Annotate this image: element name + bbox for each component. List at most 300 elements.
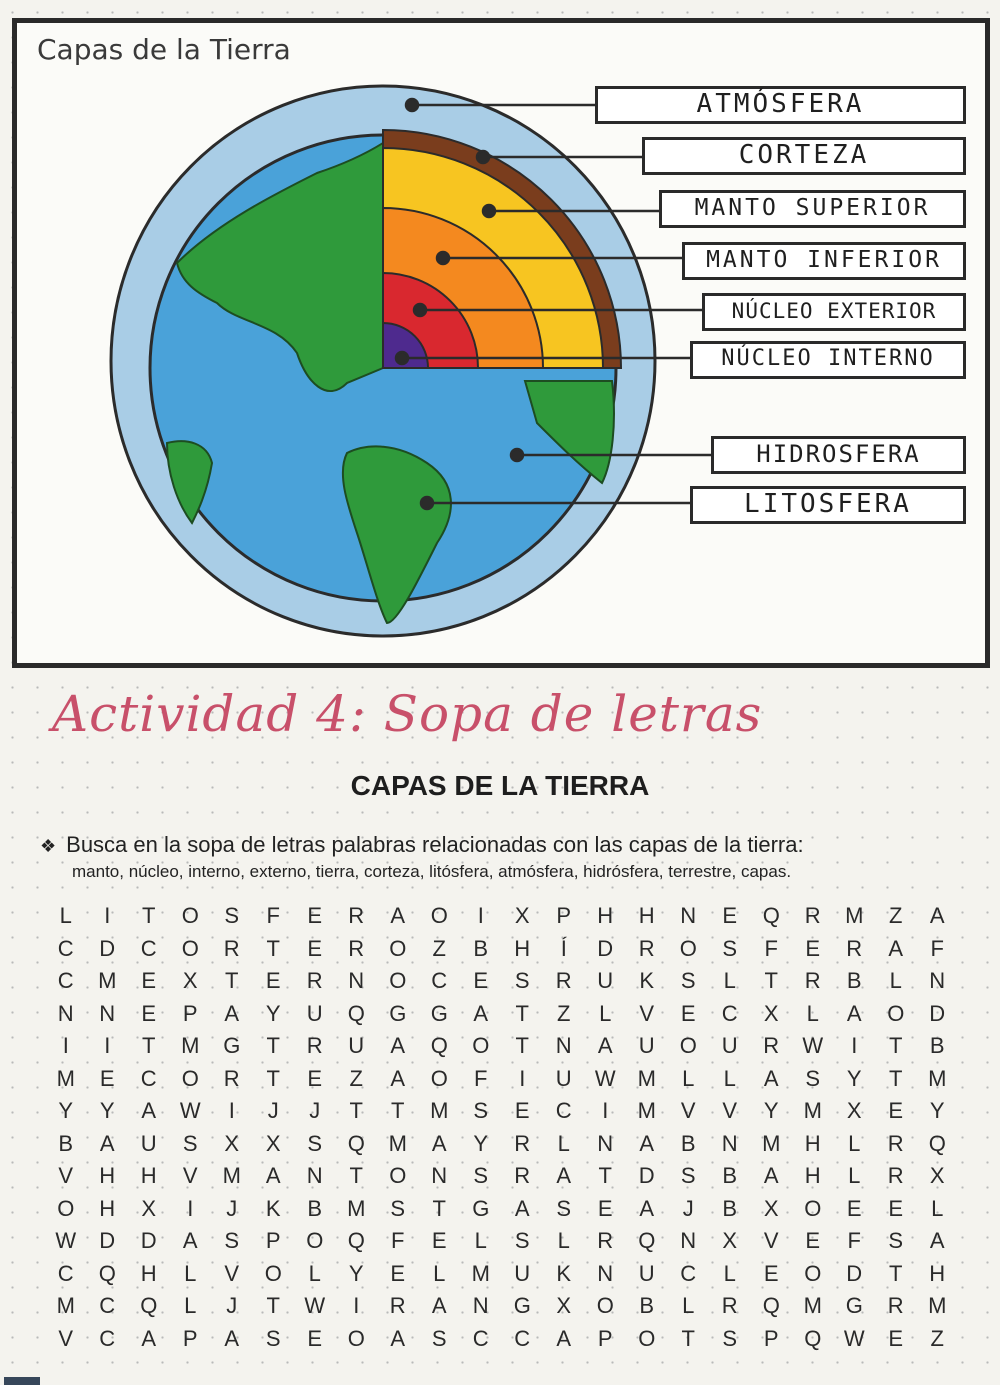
grid-cell: Í: [560, 935, 567, 961]
grid-cell: T: [142, 1033, 156, 1058]
grid-cell: B: [929, 1033, 945, 1058]
grid-cell: D: [929, 1000, 946, 1026]
grid-row: [45, 900, 985, 933]
grid-cell: I: [602, 1098, 609, 1123]
grid-cell: R: [887, 1130, 904, 1156]
grid-cell: S: [680, 968, 696, 993]
grid-cell: N: [555, 1033, 572, 1058]
grid-cell: S: [722, 935, 738, 961]
grid-cell: E: [473, 968, 489, 993]
grid-cell: T: [142, 903, 156, 928]
grid-cell: N: [929, 968, 946, 993]
grid-cell: U: [514, 1260, 531, 1286]
grid-cell: O: [264, 1260, 282, 1286]
grid-cell: I: [477, 903, 484, 928]
grid-cell: P: [597, 1325, 613, 1351]
grid-cell: C: [680, 1260, 697, 1286]
grid-cell: I: [353, 1293, 360, 1318]
grid-cell: H: [99, 1163, 116, 1188]
grid-cell: M: [762, 1130, 781, 1156]
grid-cell: Z: [930, 1325, 944, 1351]
grid-cell: Q: [804, 1325, 822, 1351]
grid-cell: M: [56, 1065, 75, 1091]
grid-cell: H: [597, 903, 614, 928]
grid-cell: R: [763, 1033, 780, 1058]
grid-cell: S: [431, 1325, 447, 1351]
grid-cell: S: [680, 1163, 696, 1188]
grid-cell: S: [390, 1195, 406, 1221]
grid-cell: P: [182, 1325, 198, 1351]
grid-cell: R: [514, 1163, 531, 1188]
grid-cell: R: [721, 1293, 738, 1318]
grid-cell: L: [682, 1293, 695, 1318]
grid-row: [45, 1290, 985, 1323]
grid-cell: I: [104, 903, 111, 928]
grid-cell: N: [721, 1130, 738, 1156]
grid-cell: O: [181, 903, 199, 928]
grid-cell: N: [57, 1000, 74, 1026]
grid-cell: N: [680, 903, 697, 928]
earth-layers-card: [12, 18, 990, 668]
grid-cell: E: [307, 903, 323, 928]
wordsearch-instruction: [40, 832, 804, 858]
label-corteza: CORTEZA: [642, 137, 966, 175]
grid-cell: N: [597, 1130, 614, 1156]
grid-cell: P: [182, 1000, 198, 1026]
grid-cell: V: [58, 1325, 74, 1351]
grid-cell: T: [266, 935, 280, 961]
grid-cell: A: [473, 1000, 489, 1026]
grid-cell: L: [931, 1195, 944, 1221]
grid-cell: O: [887, 1000, 905, 1026]
grid-cell: T: [889, 1033, 903, 1058]
grid-cell: L: [848, 1130, 861, 1156]
grid-cell: A: [390, 903, 406, 928]
grid-cell: N: [99, 1000, 116, 1026]
grid-cell: B: [680, 1130, 696, 1156]
grid-cell: S: [556, 1195, 572, 1221]
grid-cell: C: [99, 1293, 116, 1318]
grid-cell: A: [597, 1033, 613, 1058]
grid-cell: E: [307, 1325, 323, 1351]
grid-cell: O: [306, 1228, 324, 1253]
grid-cell: O: [389, 935, 407, 961]
grid-cell: C: [99, 1325, 116, 1351]
grid-cell: A: [514, 1195, 530, 1221]
grid-cell: L: [599, 1000, 612, 1026]
grid-cell: U: [721, 1033, 738, 1058]
grid-cell: Z: [557, 1000, 571, 1026]
grid-cell: S: [473, 1098, 489, 1123]
label-litosfera: LITOSFERA: [690, 486, 966, 524]
grid-cell: A: [763, 1163, 779, 1188]
grid-cell: V: [182, 1163, 198, 1188]
grid-cell: T: [598, 1163, 612, 1188]
grid-cell: H: [804, 1130, 821, 1156]
grid-cell: W: [843, 1325, 865, 1351]
grid-cell: N: [472, 1293, 489, 1318]
grid-cell: Y: [846, 1065, 862, 1091]
grid-cell: Z: [349, 1065, 363, 1091]
grid-row: [45, 1193, 985, 1226]
grid-cell: P: [556, 903, 572, 928]
grid-cell: T: [764, 968, 778, 993]
grid-cell: X: [514, 903, 530, 928]
grid-cell: L: [889, 968, 902, 993]
grid-cell: E: [722, 903, 738, 928]
grid-cell: L: [59, 903, 72, 928]
label-manto-superior: MANTO SUPERIOR: [659, 190, 966, 228]
grid-cell: L: [184, 1260, 197, 1286]
grid-cell: L: [557, 1130, 570, 1156]
grid-cell: I: [62, 1033, 69, 1058]
grid-cell: M: [471, 1260, 490, 1286]
activity-heading: Actividad 4: Sopa de letras: [52, 685, 763, 743]
grid-cell: T: [432, 1195, 446, 1221]
grid-cell: T: [515, 1000, 529, 1026]
grid-cell: R: [348, 935, 365, 961]
grid-cell: O: [804, 1260, 822, 1286]
grid-cell: Q: [347, 1228, 365, 1253]
grid-cell: N: [597, 1260, 614, 1286]
wordsearch-title: CAPAS DE LA TIERRA: [350, 770, 650, 801]
grid-cell: R: [597, 1228, 614, 1253]
grid-cell: K: [639, 968, 655, 993]
grid-cell: I: [104, 1033, 111, 1058]
grid-cell: X: [846, 1098, 862, 1123]
card-title: Capas de la Tierra: [37, 33, 291, 66]
grid-cell: Q: [430, 1033, 448, 1058]
grid-cell: R: [306, 968, 323, 993]
grid-cell: O: [596, 1293, 614, 1318]
grid-cell: S: [722, 1325, 738, 1351]
grid-cell: E: [307, 935, 323, 961]
grid-cell: U: [638, 1260, 655, 1286]
label-atmosfera: ATMÓSFERA: [595, 86, 966, 124]
grid-cell: N: [680, 1228, 697, 1253]
grid-cell: L: [308, 1260, 321, 1286]
grid-cell: U: [306, 1000, 323, 1026]
label-hidrosfera: HIDROSFERA: [711, 436, 966, 474]
grid-cell: X: [141, 1195, 157, 1221]
grid-cell: D: [99, 1228, 116, 1253]
grid-cell: Q: [762, 903, 780, 928]
grid-cell: M: [430, 1098, 449, 1123]
corner-mark: [4, 1377, 40, 1385]
grid-cell: D: [140, 1228, 157, 1253]
grid-cell: J: [682, 1195, 694, 1221]
grid-cell: B: [846, 968, 862, 993]
grid-cell: V: [58, 1163, 74, 1188]
grid-cell: E: [99, 1065, 115, 1091]
grid-cell: Q: [762, 1293, 780, 1318]
word-list: manto, núcleo, interno, externo, tierra, corteza, litósfera, atmósfera, hidrósfera, terrestre, capas.: [72, 862, 792, 881]
grid-cell: H: [804, 1163, 821, 1188]
grid-cell: Y: [929, 1098, 945, 1123]
grid-cell: Q: [638, 1228, 656, 1253]
grid-cell: M: [928, 1293, 947, 1318]
grid-cell: L: [806, 1000, 819, 1026]
grid-cell: A: [639, 1130, 655, 1156]
grid-cell: G: [513, 1293, 531, 1318]
grid-cell: C: [514, 1325, 531, 1351]
grid-cell: T: [349, 1098, 363, 1123]
grid-cell: D: [638, 1163, 655, 1188]
grid-cell: O: [347, 1325, 365, 1351]
grid-cell: F: [266, 903, 280, 928]
grid-cell: M: [56, 1293, 75, 1318]
grid-cell: O: [638, 1325, 656, 1351]
grid-cell: L: [557, 1228, 570, 1253]
grid-cell: C: [57, 1260, 74, 1286]
grid-cell: A: [888, 935, 904, 961]
grid-cell: R: [846, 935, 863, 961]
grid-cell: K: [556, 1260, 572, 1286]
grid-cell: O: [472, 1033, 490, 1058]
grid-cell: E: [307, 1065, 323, 1091]
grid-cell: H: [638, 903, 655, 928]
grid-cell: J: [226, 1195, 238, 1221]
grid-cell: L: [848, 1163, 861, 1188]
grid-cell: D: [846, 1260, 863, 1286]
grid-cell: M: [347, 1195, 366, 1221]
grid-row: [45, 1258, 985, 1291]
grid-cell: Y: [265, 1000, 281, 1026]
grid-cell: Q: [347, 1130, 365, 1156]
grid-row: [45, 1225, 985, 1258]
grid-cell: E: [888, 1195, 904, 1221]
grid-cell: H: [514, 935, 531, 961]
grid-cell: A: [390, 1325, 406, 1351]
grid-cell: E: [805, 935, 821, 961]
grid-cell: M: [803, 1098, 822, 1123]
grid-cell: N: [306, 1163, 323, 1188]
grid-cell: C: [57, 968, 74, 993]
grid-cell: A: [929, 903, 945, 928]
grid-cell: N: [348, 968, 365, 993]
grid-cell: C: [555, 1098, 572, 1123]
grid-cell: H: [140, 1163, 157, 1188]
grid-cell: A: [390, 1065, 406, 1091]
grid-cell: A: [265, 1163, 281, 1188]
grid-cell: L: [474, 1228, 487, 1253]
grid-row: [45, 1063, 985, 1096]
grid-cell: M: [928, 1065, 947, 1091]
grid-cell: G: [223, 1033, 241, 1058]
grid-cell: C: [57, 935, 74, 961]
grid-cell: K: [265, 1195, 281, 1221]
grid-cell: R: [555, 968, 572, 993]
grid-cell: E: [390, 1260, 406, 1286]
grid-cell: Z: [889, 903, 903, 928]
grid-cell: U: [555, 1065, 572, 1091]
grid-cell: P: [763, 1325, 779, 1351]
grid-cell: Y: [99, 1098, 115, 1123]
grid-cell: C: [140, 935, 157, 961]
grid-cell: Y: [58, 1098, 74, 1123]
grid-cell: M: [803, 1293, 822, 1318]
grid-cell: I: [187, 1195, 194, 1221]
grid-cell: L: [682, 1065, 695, 1091]
grid-cell: F: [930, 935, 944, 961]
grid-cell: S: [805, 1065, 821, 1091]
grid-cell: U: [638, 1033, 655, 1058]
grid-cell: A: [141, 1325, 157, 1351]
grid-cell: A: [182, 1228, 198, 1253]
grid-cell: J: [226, 1293, 238, 1318]
grid-cell: Q: [98, 1260, 116, 1286]
grid-cell: A: [99, 1130, 115, 1156]
label-nucleo-interno: NÚCLEO INTERNO: [690, 341, 966, 379]
grid-cell: G: [845, 1293, 863, 1318]
grid-cell: R: [804, 903, 821, 928]
grid-cell: R: [887, 1293, 904, 1318]
grid-cell: O: [57, 1195, 75, 1221]
grid-cell: W: [802, 1033, 824, 1058]
grid-cell: H: [929, 1260, 946, 1286]
grid-cell: B: [722, 1195, 738, 1221]
grid-cell: S: [514, 1228, 530, 1253]
grid-cell: E: [888, 1098, 904, 1123]
grid-cell: T: [681, 1325, 695, 1351]
grid-cell: Y: [763, 1098, 779, 1123]
grid-cell: V: [639, 1000, 655, 1026]
grid-cell: U: [348, 1033, 365, 1058]
grid-cell: R: [514, 1130, 531, 1156]
grid-cell: M: [222, 1163, 241, 1188]
grid-cell: E: [141, 968, 157, 993]
grid-cell: O: [389, 968, 407, 993]
instruction-text: Busca en la sopa de letras palabras relacionadas con las capas de la tierra:: [66, 832, 804, 857]
grid-cell: T: [225, 968, 239, 993]
grid-cell: E: [805, 1228, 821, 1253]
grid-cell: D: [99, 935, 116, 961]
grid-cell: I: [519, 1065, 526, 1091]
grid-row: [45, 1030, 985, 1063]
grid-cell: X: [722, 1228, 738, 1253]
grid-cell: M: [181, 1033, 200, 1058]
grid-row: [45, 1160, 985, 1193]
grid-cell: F: [847, 1228, 861, 1253]
grid-cell: L: [184, 1293, 197, 1318]
grid-cell: Y: [348, 1260, 364, 1286]
grid-row: [45, 933, 985, 966]
grid-cell: E: [265, 968, 281, 993]
grid-cell: H: [140, 1260, 157, 1286]
label-nucleo-exterior: NÚCLEO EXTERIOR: [702, 293, 966, 331]
grid-cell: O: [181, 935, 199, 961]
grid-cell: E: [141, 1000, 157, 1026]
grid-cell: A: [556, 1325, 572, 1351]
grid-cell: Q: [347, 1000, 365, 1026]
grid-cell: C: [431, 968, 448, 993]
grid-cell: A: [431, 1293, 447, 1318]
grid-cell: E: [597, 1195, 613, 1221]
grid-cell: S: [473, 1163, 489, 1188]
grid-cell: A: [639, 1195, 655, 1221]
grid-row: [45, 1095, 985, 1128]
grid-cell: M: [98, 968, 117, 993]
grid-cell: W: [55, 1228, 77, 1253]
grid-cell: A: [763, 1065, 779, 1091]
grid-cell: T: [266, 1065, 280, 1091]
grid-cell: G: [472, 1195, 490, 1221]
grid-cell: E: [514, 1098, 530, 1123]
grid-cell: O: [389, 1163, 407, 1188]
grid-cell: T: [349, 1163, 363, 1188]
grid-cell: L: [433, 1260, 446, 1286]
grid-cell: O: [679, 935, 697, 961]
grid-cell: B: [58, 1130, 74, 1156]
grid-cell: S: [514, 968, 530, 993]
grid-cell: N: [431, 1163, 448, 1188]
grid-cell: M: [637, 1065, 656, 1091]
grid-cell: J: [309, 1098, 321, 1123]
grid-cell: V: [722, 1098, 738, 1123]
grid-cell: T: [391, 1098, 405, 1123]
grid-cell: E: [846, 1195, 862, 1221]
grid-cell: S: [224, 1228, 240, 1253]
grid-cell: E: [680, 1000, 696, 1026]
grid-cell: I: [851, 1033, 858, 1058]
label-manto-inferior: MANTO INFERIOR: [682, 242, 966, 280]
grid-cell: X: [763, 1195, 779, 1221]
grid-cell: O: [679, 1033, 697, 1058]
grid-cell: W: [179, 1098, 201, 1123]
grid-cell: V: [224, 1260, 240, 1286]
grid-cell: Q: [140, 1293, 158, 1318]
grid-cell: R: [348, 903, 365, 928]
grid-cell: R: [638, 935, 655, 961]
grid-row: [45, 1323, 985, 1356]
grid-cell: B: [473, 935, 489, 961]
grid-cell: O: [430, 903, 448, 928]
grid-cell: F: [391, 1228, 405, 1253]
grid-cell: T: [889, 1065, 903, 1091]
grid-cell: S: [888, 1228, 904, 1253]
grid-cell: W: [304, 1293, 326, 1318]
grid-cell: O: [181, 1065, 199, 1091]
grid-cell: A: [224, 1000, 240, 1026]
grid-cell: L: [723, 1065, 736, 1091]
grid-cell: I: [228, 1098, 235, 1123]
grid-cell: X: [265, 1130, 281, 1156]
grid-cell: T: [266, 1033, 280, 1058]
grid-cell: R: [306, 1033, 323, 1058]
grid-cell: A: [556, 1163, 572, 1188]
grid-row: [45, 1128, 985, 1161]
grid-cell: S: [265, 1325, 281, 1351]
grid-cell: X: [763, 1000, 779, 1026]
letter-grid: [45, 900, 985, 1355]
grid-cell: E: [888, 1325, 904, 1351]
grid-cell: A: [929, 1228, 945, 1253]
grid-cell: E: [431, 1228, 447, 1253]
grid-cell: V: [763, 1228, 779, 1253]
grid-cell: M: [845, 903, 864, 928]
grid-cell: J: [267, 1098, 279, 1123]
grid-cell: F: [474, 1065, 488, 1091]
grid-cell: R: [223, 1065, 240, 1091]
grid-cell: B: [639, 1293, 655, 1318]
grid-cell: U: [140, 1130, 157, 1156]
grid-cell: C: [721, 1000, 738, 1026]
grid-cell: R: [389, 1293, 406, 1318]
grid-cell: X: [182, 968, 198, 993]
grid-cell: Q: [928, 1130, 946, 1156]
grid-cell: O: [804, 1195, 822, 1221]
grid-cell: X: [929, 1163, 945, 1188]
